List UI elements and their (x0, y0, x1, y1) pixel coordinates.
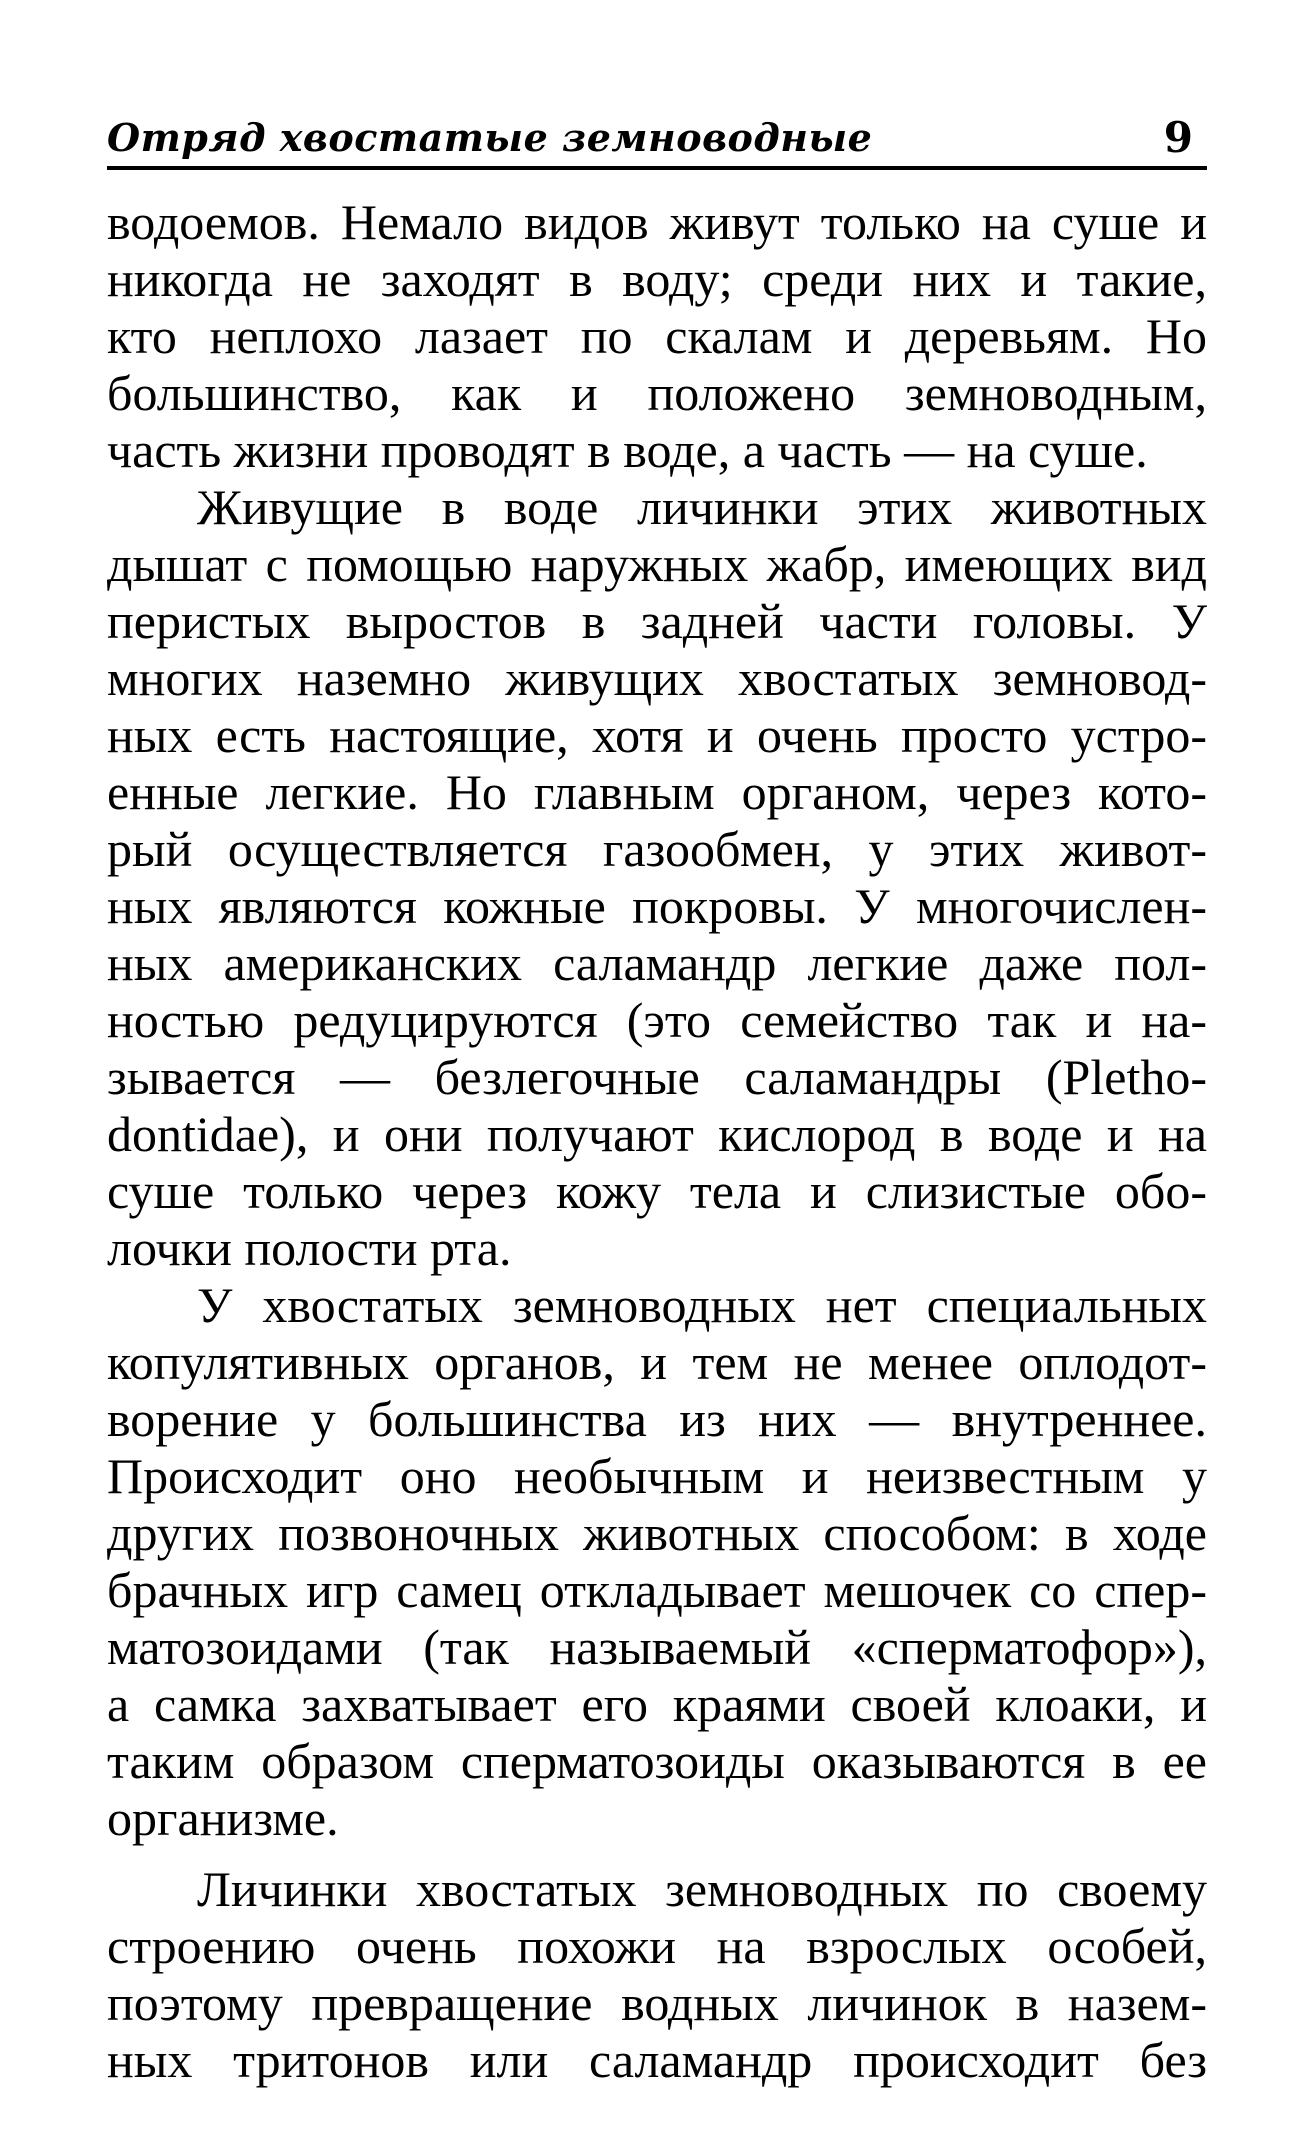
body-text (107, 194, 1207, 2089)
text-line: строению очень похожи на взрослых особей, (107, 1918, 1207, 1974)
text-line: часть жизни проводят в воде, а часть — на суше. (107, 422, 1148, 478)
paragraph (107, 1861, 1207, 2089)
paragraph (107, 479, 1207, 1277)
text-line: Происходит оно необычным и неизвестным у (107, 1448, 1207, 1504)
text-line: большинство, как и положено земноводным, (107, 365, 1207, 421)
text-line: dontidae), и они получают кислород в воде и на (107, 1106, 1207, 1162)
text-line: Личинки хвостатых земноводных по своему (197, 1861, 1207, 1917)
text-line: перистых выростов в задней части головы. У (107, 593, 1207, 649)
text-line: водоемов. Немало видов живут только на суше и (107, 194, 1207, 250)
text-line: суше только через кожу тела и слизистые обо- (107, 1163, 1207, 1219)
text-line: организме. (107, 1790, 339, 1846)
paragraph (107, 1277, 1207, 1847)
text-line: никогда не заходят в воду; среди них и такие, (107, 251, 1207, 307)
text-line: рый осуществляется газообмен, у этих живот- (107, 821, 1207, 877)
text-line: лочки полости рта. (107, 1220, 512, 1276)
text-line: многих наземно живущих хвостатых земновод- (107, 650, 1207, 706)
text-line: других позвоночных животных способом: в ходе (107, 1505, 1207, 1561)
text-line: ных американских саламандр легкие даже пол- (107, 935, 1207, 991)
text-line: копулятивных органов, и тем не менее оплодот- (107, 1334, 1207, 1390)
text-line: матозоидами (так называемый «сперматофор»), (107, 1619, 1207, 1675)
text-line: а самка захватывает его краями своей клоаки, и (107, 1676, 1207, 1732)
text-line: зывается — безлегочные саламандры (Pletho- (107, 1049, 1207, 1105)
text-line: ных тритонов или саламандр происходит без (107, 2032, 1207, 2088)
text-line: ных есть настоящие, хотя и очень просто устро- (107, 707, 1207, 763)
text-line: поэтому превращение водных личинок в назем- (107, 1975, 1207, 2031)
paragraph (107, 194, 1207, 479)
text-line: кто неплохо лазает по скалам и деревьям. Но (107, 308, 1207, 364)
running-header (107, 106, 1207, 170)
running-title: Отряд хвостатые земноводные (107, 115, 873, 160)
text-line: У хвостатых земноводных нет специальных (197, 1277, 1207, 1333)
text-line: Живущие в воде личинки этих животных (197, 479, 1207, 535)
text-line: ных являются кожные покровы. У многочислен- (107, 878, 1207, 934)
text-line: ностью редуцируются (это семейство так и на- (107, 992, 1207, 1048)
text-line: енные легкие. Но главным органом, через кото- (107, 764, 1207, 820)
text-line: таким образом сперматозоиды оказываются в ее (107, 1733, 1207, 1789)
text-line: дышат с помощью наружных жабр, имеющих вид (107, 536, 1207, 592)
page-number: 9 (1163, 113, 1193, 162)
text-line: ворение у большинства из них — внутреннее. (107, 1391, 1207, 1447)
text-line: брачных игр самец откладывает мешочек со спер- (107, 1562, 1207, 1618)
paragraph-gap (107, 1847, 1207, 1861)
